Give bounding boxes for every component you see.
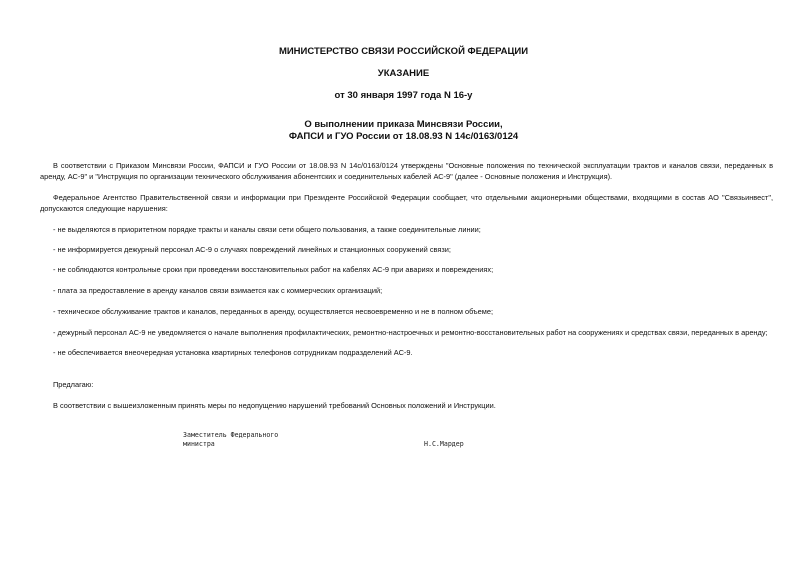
signatory-title-line-2: министра bbox=[183, 440, 215, 448]
propose-label: Предлагаю: bbox=[53, 380, 94, 389]
signatory-title-line-1: Заместитель Федерального bbox=[183, 431, 279, 439]
violation-item-1: - не выделяются в приоритетном порядке тракты и каналы связи сети общего пользования, а также соединительные линии; bbox=[53, 225, 481, 234]
subject-line-2: ФАПСИ и ГУО России от 18.08.93 N 14с/0163/0124 bbox=[288, 131, 519, 142]
violation-item-4: - плата за предоставление в аренду каналов связи взимается как с коммерческих организаций; bbox=[53, 286, 383, 295]
signatory-name: Н.С.Мардер bbox=[424, 440, 464, 448]
closing-paragraph: В соответствии с вышеизложенным принять меры по недопущению нарушений требований Основных положений и Инструкции. bbox=[53, 401, 496, 410]
violation-item-6: - дежурный персонал АС-9 не уведомляется о начале выполнения профилактических, ремонтно-настроечных и ремонтно-восстановительных работ на сооружениях и средствах связи, переданных в аренду; bbox=[53, 328, 768, 337]
paragraph-intro: В соответствии с Приказом Минсвязи России, ФАПСИ и ГУО России от 18.08.93 N 14с/0163/0124 утверждены "Основные положения по технической эксплуатации трактов и каналов связи, переданных в аренду, АС-9" и "Инструкция по организации технического обслуживания абонентских и соединительных кабелей АС-9" (далее - Основные положения и Инструкция). bbox=[40, 161, 773, 181]
paragraph-violations: Федеральное Агентство Правительственной связи и информации при Президенте Российской Федерации сообщает, что отдельными акционерными обществами, входящими в состав АО "Связьинвест", допускаются следующие нарушения: bbox=[40, 193, 773, 213]
ministry-heading: МИНИСТЕРСТВО СВЯЗИ РОССИЙСКОЙ ФЕДЕРАЦИИ bbox=[278, 46, 529, 57]
document-type: УКАЗАНИЕ bbox=[377, 68, 430, 79]
violation-item-3: - не соблюдаются контрольные сроки при проведении восстановительных работ на кабелях АС-9 при авариях и повреждениях; bbox=[53, 265, 494, 274]
violation-item-2: - не информируется дежурный персонал АС-9 о случаях повреждений линейных и станционных сооружений связи; bbox=[53, 245, 451, 254]
document-date-number: от 30 января 1997 года N 16-у bbox=[334, 90, 473, 101]
violation-item-5: - техническое обслуживание трактов и каналов, переданных в аренду, осуществляется несвоевременно и не в полном объеме; bbox=[53, 307, 494, 316]
violation-item-7: - не обеспечивается внеочередная установка квартирных телефонов сотрудникам подразделений АС-9. bbox=[53, 348, 413, 357]
subject-line-1: О выполнении приказа Минсвязи России, bbox=[304, 119, 503, 130]
